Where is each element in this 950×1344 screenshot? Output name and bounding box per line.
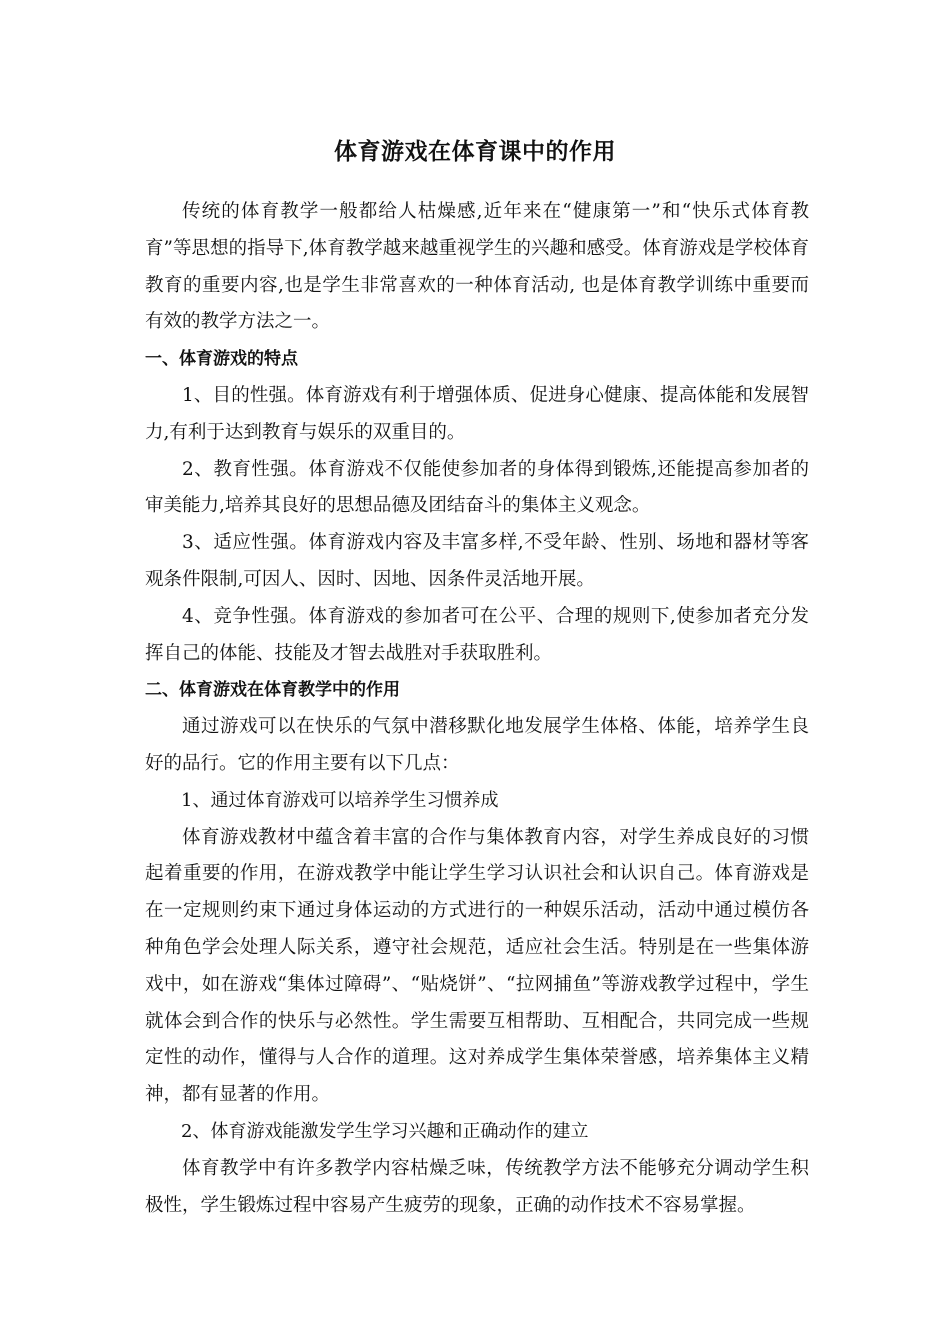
section-heading-role: 二、体育游戏在体育教学中的作用 [145,680,400,701]
feature-item-3: 3、适应性强。体育游戏内容及丰富多样,不受年龄、性别、场地和器材等客观条件限制,可因人、因时、因地、因条件灵活地开展。 [145,532,809,590]
subheading-habits: 1、通过体育游戏可以培养学生习惯养成 [181,789,499,811]
feature-item-4: 4、竞争性强。体育游戏的参加者可在公平、合理的规则下,使参加者充分发挥自己的体能、技能及才智去战胜对手获取胜利。 [145,605,809,664]
section-heading-features: 一、体育游戏的特点 [145,349,298,370]
document-body [145,194,809,1224]
interest-paragraph: 体育教学中有许多教学内容枯燥乏味，传统教学方法不能够充分调动学生积极性，学生锻炼过程中容易产生疲劳的现象，正确的动作技术不容易掌握。 [145,1157,809,1216]
document-title: 体育游戏在体育课中的作用 [334,139,616,165]
feature-item-2: 2、教育性强。体育游戏不仅能使参加者的身体得到锻炼,还能提高参加者的审美能力,培养其良好的思想品德及团结奋斗的集体主义观念。 [145,458,809,517]
subheading-interest: 2、体育游戏能激发学生学习兴趣和正确动作的建立 [181,1120,589,1142]
feature-item-1: 1、目的性强。体育游戏有利于增强体质、促进身心健康、提高体能和发展智力,有利于达到教育与娱乐的双重目的。 [145,384,809,443]
habits-paragraph: 体育游戏教材中蕴含着丰富的合作与集体教育内容，对学生养成良好的习惯起着重要的作用，在游戏教学中能让学生学习认识社会和认识自己。体育游戏是在一定规则约束下通过身体运动的方式进行的一种娱乐活动，活动中通过模仿各种角色学会处理人际关系，遵守社会规范，适应社会生活。特别是在一些集体游戏中，如在游戏“集体过障碍”、“贴烧饼”、“拉网捕鱼”等游戏教学过程中，学生就体会到合作的快乐与必然性。学生需要互相帮助、互相配合，共同完成一些规定性的动作，懂得与人合作的道理。这对养成学生集体荣誉感，培养集体主义精神，都有显著的作用。 [145,826,809,1106]
role-intro-paragraph: 通过游戏可以在快乐的气氛中潜移默化地发展学生体格、体能，培养学生良好的品行。它的作用主要有以下几点： [145,716,809,774]
intro-paragraph: 传统的体育教学一般都给人枯燥感,近年来在“健康第一”和“快乐式体育教育”等思想的指导下,体育教学越来越重视学生的兴趣和感受。体育游戏是学校体育教育的重要内容,也是学生非常喜欢的一种体育活动, 也是体育教学训练中重要而有效的教学方法之一。 [145,201,809,333]
